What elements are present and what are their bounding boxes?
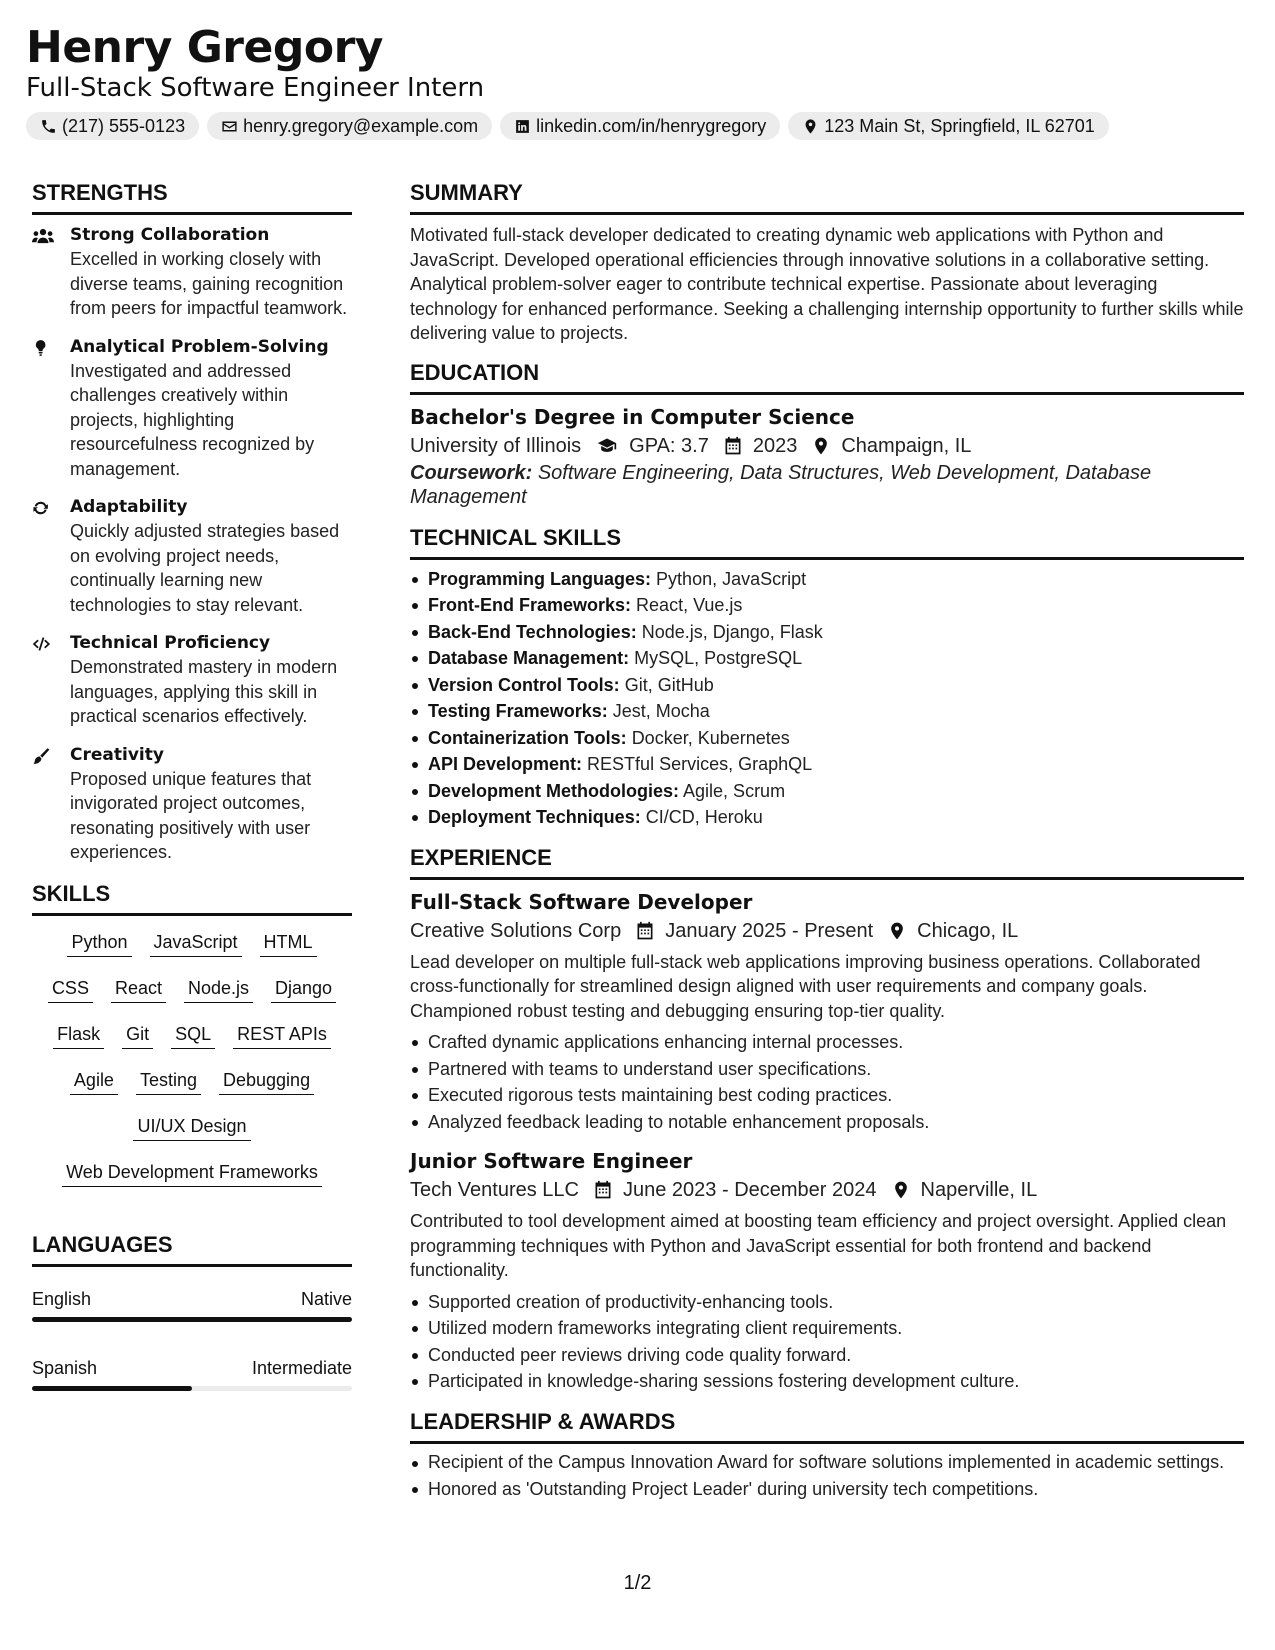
contact-bar	[26, 112, 1256, 140]
strength-title: Analytical Problem-Solving	[70, 336, 329, 357]
job-dates: June 2023 - December 2024	[623, 1179, 877, 1201]
job-description: Contributed to tool development aimed at boosting team efficiency and project oversight. Applied clean programming techniques with Python and JavaScript essential for both frontend and backend functionality.	[410, 1211, 1227, 1280]
skill-values: React, Vue.js	[636, 595, 743, 615]
list-item	[410, 725, 1244, 752]
skill-values: MySQL, PostgreSQL	[634, 648, 803, 668]
degree-title: Bachelor's Degree in Computer Science	[410, 404, 855, 429]
graduation-cap-icon	[595, 436, 619, 456]
language-bar-fill	[32, 1317, 352, 1322]
page-indicator: 1/2	[623, 1572, 652, 1594]
envelope-icon	[221, 118, 238, 135]
skill-tag: CSS	[48, 976, 93, 1003]
list-item: Analyzed feedback leading to notable enhancement proposals.	[410, 1109, 1244, 1136]
experience-heading: EXPERIENCE	[410, 843, 1244, 880]
coursework	[410, 461, 1244, 509]
contact-email[interactable]	[207, 112, 492, 140]
technical-skills-list	[410, 566, 1244, 831]
list-item: Conducted peer reviews driving code quality forward.	[410, 1342, 1244, 1369]
skills-tags	[32, 916, 352, 1206]
skill-tag: Testing	[136, 1068, 201, 1095]
calendar-icon	[635, 921, 655, 941]
list-item: Executed rigorous tests maintaining best coding practices.	[410, 1082, 1244, 1109]
skill-tag: React	[111, 976, 166, 1003]
language-name: Spanish	[32, 1357, 98, 1378]
contact-address	[788, 112, 1109, 140]
paintbrush-icon	[32, 747, 54, 765]
list-item: Honored as 'Outstanding Project Leader' during university tech competitions.	[410, 1476, 1244, 1503]
skill-tag: Git	[122, 1022, 153, 1049]
skill-category: Database Management:	[428, 648, 630, 668]
list-item: Recipient of the Campus Innovation Award for software solutions implemented in academic settings.	[410, 1450, 1244, 1474]
skill-category: Front-End Frameworks:	[428, 595, 632, 615]
skill-category: API Development:	[428, 754, 583, 774]
skill-values: Agile, Scrum	[683, 780, 786, 801]
language-bar	[32, 1386, 352, 1391]
contact-linkedin[interactable]	[500, 112, 780, 140]
coursework-label: Coursework:	[410, 461, 533, 484]
skill-tag: Django	[271, 976, 336, 1003]
languages-list	[32, 1287, 352, 1391]
skills-heading: SKILLS	[32, 879, 352, 916]
list-item: Utilized modern frameworks integrating client requirements.	[410, 1315, 1244, 1342]
gpa: GPA: 3.7	[629, 434, 709, 457]
skill-tag: REST APIs	[233, 1022, 331, 1049]
language-bar	[32, 1317, 352, 1322]
strength-desc: Quickly adjusted strategies based on evolving project needs, continually learning new technologies to stay relevant.	[70, 521, 340, 615]
list-item	[410, 804, 1244, 831]
users-icon	[32, 227, 54, 245]
school-name: University of Illinois	[410, 434, 582, 457]
list-item: Crafted dynamic applications enhancing internal processes.	[410, 1029, 1244, 1056]
location-pin-icon	[891, 1180, 911, 1200]
skill-tag: HTML	[260, 930, 317, 957]
strength-item	[32, 223, 352, 321]
list-item: Partnered with teams to understand user specifications.	[410, 1056, 1244, 1083]
strengths-heading: STRENGTHS	[32, 178, 352, 215]
list-item	[410, 592, 1244, 619]
candidate-role: Full-Stack Software Engineer Intern	[26, 73, 485, 103]
skill-values: Docker, Kubernetes	[631, 727, 790, 748]
strength-item	[32, 335, 352, 482]
contact-phone[interactable]	[26, 112, 199, 140]
job-description: Lead developer on multiple full-stack web applications improving business operations. Collaborated cross-functionally for streamlined design aligned with user requirements and company goals. Championed robust testing and debugging ensuring top-tier quality.	[410, 951, 1201, 1021]
calendar-icon	[593, 1180, 613, 1200]
leadership-list	[410, 1450, 1244, 1503]
list-item	[410, 645, 1244, 672]
skill-tag: Node.js	[184, 976, 253, 1003]
contact-phone-text: (217) 555-0123	[62, 115, 186, 136]
technical-skills-heading: TECHNICAL SKILLS	[410, 523, 1244, 560]
location-pin-icon	[887, 921, 907, 941]
company-name: Tech Ventures LLC	[410, 1179, 579, 1201]
calendar-icon	[723, 436, 743, 456]
skill-values: RESTful Services, GraphQL	[587, 754, 813, 774]
linkedin-icon	[514, 118, 531, 135]
skill-tag: Agile	[70, 1068, 118, 1095]
skill-values: Node.js, Django, Flask	[641, 621, 823, 642]
job-bullets	[410, 1289, 1244, 1395]
strength-title: Strong Collaboration	[70, 225, 270, 245]
location-pin-icon	[811, 436, 831, 456]
strength-desc: Excelled in working closely with diverse teams, gaining recognition from peers for impactful teamwork.	[70, 249, 348, 318]
job-dates: January 2025 - Present	[665, 919, 874, 942]
skill-tag: Web Development Frameworks	[62, 1160, 322, 1187]
language-row	[32, 1287, 352, 1311]
school-location: Champaign, IL	[841, 434, 972, 457]
location-pin-icon	[802, 118, 819, 135]
job-location: Naperville, IL	[920, 1179, 1038, 1201]
job-location: Chicago, IL	[917, 919, 1019, 942]
strength-title: Technical Proficiency	[70, 633, 271, 653]
list-item: Supported creation of productivity-enhancing tools.	[410, 1289, 1244, 1316]
contact-linkedin-text: linkedin.com/in/henrygregory	[536, 115, 767, 136]
list-item	[410, 778, 1244, 805]
resume-header	[26, 22, 1256, 140]
strength-desc: Investigated and addressed challenges creatively within projects, highlighting resourcefulness recognized by management.	[70, 360, 315, 479]
education-meta	[410, 431, 1244, 461]
job-meta	[410, 916, 1244, 946]
coursework-text: Software Engineering, Data Structures, Web Development, Database Management	[410, 461, 1152, 508]
language-level: Intermediate	[251, 1357, 352, 1378]
skill-category: Containerization Tools:	[428, 727, 627, 748]
skill-category: Programming Languages:	[428, 568, 652, 589]
code-icon	[32, 635, 54, 653]
contact-email-text: henry.gregory@example.com	[243, 115, 479, 136]
lightbulb-icon	[32, 339, 54, 357]
strength-desc: Proposed unique features that invigorated project outcomes, resonating positively with user experiences.	[70, 768, 312, 862]
skill-tag: Flask	[53, 1022, 104, 1049]
strength-item	[32, 631, 352, 729]
language-name: English	[32, 1288, 92, 1309]
phone-icon	[40, 118, 57, 135]
job-title: Full-Stack Software Developer	[410, 889, 753, 914]
left-column	[32, 178, 352, 1425]
list-item	[410, 672, 1244, 699]
skill-tag: Debugging	[219, 1068, 314, 1095]
language-level: Native	[300, 1288, 352, 1309]
skill-values: Python, JavaScript	[656, 568, 807, 589]
leadership-heading: LEADERSHIP & AWARDS	[410, 1407, 1244, 1444]
strengths-list	[32, 223, 352, 865]
job-bullets	[410, 1029, 1244, 1135]
list-item: Participated in knowledge-sharing sessions fostering development culture.	[410, 1368, 1244, 1395]
right-column	[410, 178, 1244, 1514]
skill-values: Jest, Mocha	[612, 701, 710, 721]
skill-tag: Python	[67, 930, 131, 957]
list-item	[410, 751, 1244, 778]
list-item	[410, 619, 1244, 646]
job-title: Junior Software Engineer	[410, 1149, 693, 1173]
list-item	[410, 566, 1244, 593]
graduation-year: 2023	[752, 434, 798, 457]
skill-category: Development Methodologies:	[428, 780, 680, 801]
skill-tag: JavaScript	[150, 930, 242, 957]
refresh-icon	[32, 499, 54, 517]
summary-text: Motivated full-stack developer dedicated to creating dynamic web applications with Python and JavaScript. Developed operational efficiencies through innovative solutions in a collaborative setting. Analytical problem-solver eager to contribute technical expertise. Passionate about leveraging technology for enhanced performance. Seeking a challenging internship opportunity to further skills while delivering value to projects.	[410, 225, 1244, 343]
company-name: Creative Solutions Corp	[410, 919, 622, 942]
languages-heading: LANGUAGES	[32, 1230, 352, 1267]
strength-desc: Demonstrated mastery in modern languages, applying this skill in practical scenarios effectively.	[70, 657, 338, 726]
summary-heading: SUMMARY	[410, 178, 1244, 215]
education-heading: EDUCATION	[410, 358, 1244, 395]
candidate-name: Henry Gregory	[26, 22, 383, 73]
skill-category: Deployment Techniques:	[428, 807, 641, 827]
job-meta	[410, 1175, 1244, 1205]
skill-category: Testing Frameworks:	[428, 701, 608, 721]
language-bar-fill	[32, 1386, 192, 1391]
strength-title: Adaptability	[70, 497, 188, 517]
skill-category: Version Control Tools:	[428, 674, 620, 695]
list-item	[410, 698, 1244, 725]
skill-tag: SQL	[171, 1022, 215, 1049]
strength-item	[32, 495, 352, 617]
skill-values: CI/CD, Heroku	[645, 807, 763, 827]
strength-title: Creativity	[70, 744, 164, 765]
skill-values: Git, GitHub	[624, 674, 714, 695]
contact-address-text: 123 Main St, Springfield, IL 62701	[824, 115, 1095, 136]
skill-tag: UI/UX Design	[133, 1114, 250, 1141]
language-row	[32, 1356, 352, 1380]
strength-item	[32, 743, 352, 865]
skill-category: Back-End Technologies:	[428, 621, 637, 642]
